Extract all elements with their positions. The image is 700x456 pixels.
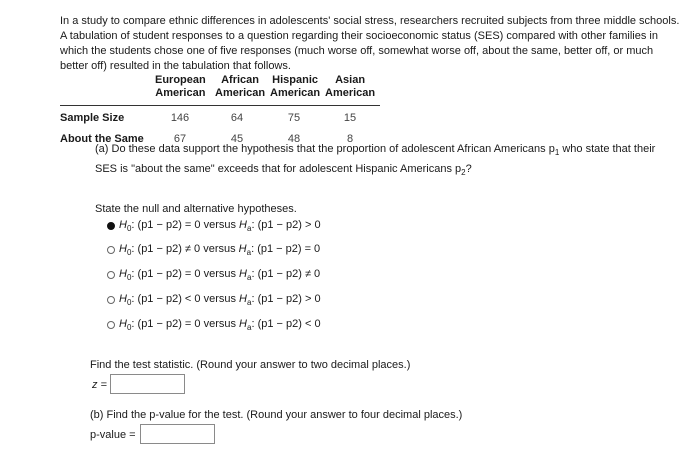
hypothesis-option-2[interactable]: $H_0$: (p1 − p2) ≠ 0 versus $H_a$: (p1 − p2) = 0	[107, 243, 320, 257]
table-cell: 8	[346, 133, 354, 145]
table-divider	[60, 105, 380, 106]
pvalue-label: p-value =	[90, 429, 136, 441]
hypotheses-prompt: State the null and alternative hypotheses.	[95, 203, 297, 215]
hypothesis-option-4[interactable]: $H_0$: (p1 − p2) < 0 versus $H_a$: (p1 − p2) > 0	[107, 293, 321, 307]
test-statistic-prompt: Find the test statistic. (Round your answer to two decimal places.)	[90, 359, 411, 371]
table-cell: 75	[287, 112, 301, 124]
pvalue-input[interactable]	[140, 424, 215, 444]
table-cell: 15	[343, 112, 357, 124]
radio-icon[interactable]	[107, 296, 115, 304]
hypothesis-option-3[interactable]: $H_0$: (p1 − p2) = 0 versus $H_a$: (p1 − p2) ≠ 0	[107, 268, 320, 282]
column-header-asian-american: Asian American	[325, 74, 376, 99]
radio-icon[interactable]	[107, 321, 115, 329]
column-header-european-american: European American	[155, 74, 206, 99]
column-header-hispanic-american: Hispanic American	[270, 74, 321, 99]
table-cell: 146	[170, 112, 190, 124]
z-input[interactable]	[110, 374, 185, 394]
table-cell: 45	[230, 133, 244, 145]
hypothesis-option-1[interactable]: $H_0$: (p1 − p2) = 0 versus $H_a$: (p1 − p2) > 0	[107, 219, 321, 233]
problem-intro: In a study to compare ethnic differences in adolescents' social stress, researchers recruited subjects from three middle schools. A tabulation of student responses to a question regarding their socioeconomic status (SES) compared with other families in which the students chose one of five responses (much worse off, somewhat worse off, about the same, better off, or much better off) resulted in the tabulation that follows.	[60, 15, 680, 72]
radio-selected-icon[interactable]	[107, 222, 115, 230]
part-b-question: (b) Find the p-value for the test. (Round your answer to four decimal places.)	[90, 409, 463, 421]
radio-icon[interactable]	[107, 246, 115, 254]
row-label-sample-size: Sample Size	[60, 112, 125, 124]
row-label-about-the-same: About the Same	[60, 133, 144, 145]
column-header-african-american: African American	[215, 74, 266, 99]
part-a-question: (a) Do these data support the hypothesis that the proportion of adolescent African Americans $p_1$ who state that their SES is "about the same" exceeds that for adolescent Hispanic Americans $p_2$?	[95, 143, 656, 178]
table-cell: 48	[287, 133, 301, 145]
z-label: z =	[92, 379, 107, 391]
hypothesis-option-5[interactable]: $H_0$: (p1 − p2) = 0 versus $H_a$: (p1 − p2) < 0	[107, 318, 321, 332]
table-cell: 64	[230, 112, 244, 124]
table-cell: 67	[173, 133, 187, 145]
radio-icon[interactable]	[107, 271, 115, 279]
